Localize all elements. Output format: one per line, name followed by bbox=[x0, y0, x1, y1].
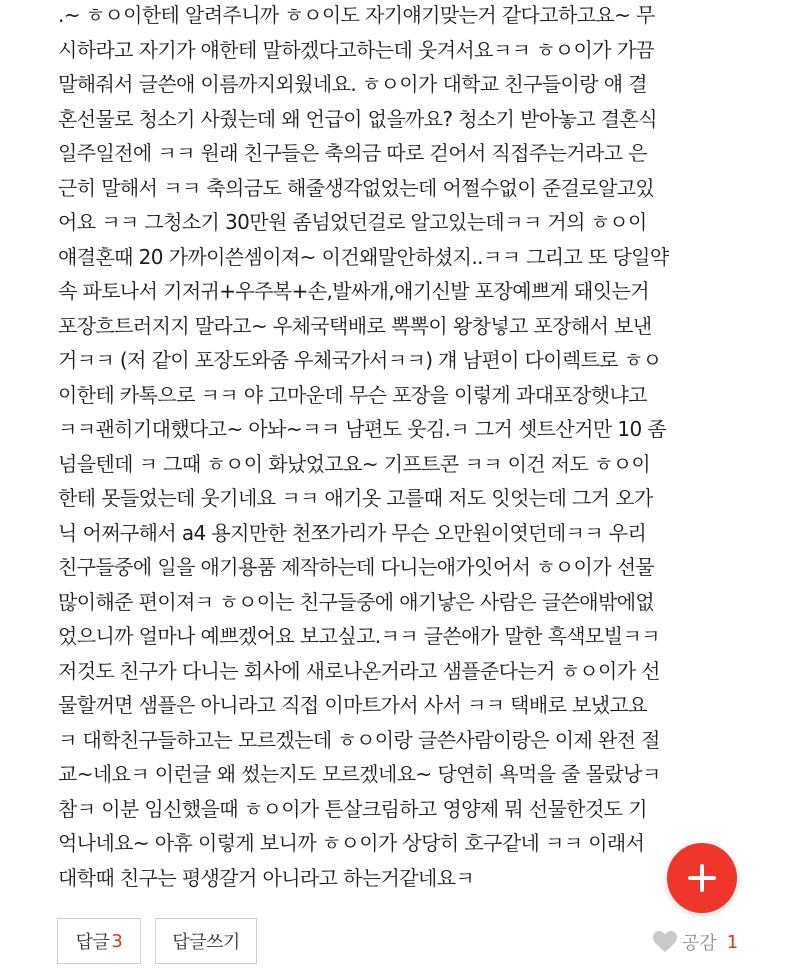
post-text-line: ㅋㅋ괜히기대했다고~ 아놔~ㅋㅋ 남편도 웃김.ㅋ 그거 셋트산거만 10 좀 bbox=[58, 417, 667, 441]
post-text-line: 시하라고 자기가 얘한테 말하겠다고하는데 웃겨서요ㅋㅋ ㅎㅇ이가 가끔 bbox=[58, 37, 655, 62]
post-text-line: 한테 못들었는데 웃기네요 ㅋㅋ 애기옷 고를때 저도 잇엇는데 그거 오가 bbox=[58, 486, 653, 510]
post-text-line: 물할꺼면 샘플은 아니라고 직접 이마트가서 사서 ㅋㅋ 택배로 보냈고요 bbox=[58, 693, 647, 717]
like-count: 1 bbox=[726, 931, 739, 953]
post-text-line: 대학때 친구는 평생갈거 아니라고 하는거같네요ㅋ bbox=[58, 865, 475, 890]
write-reply-label: 답글쓰기 bbox=[172, 932, 240, 953]
post-text-line: 넘을텐데 ㅋ 그때 ㅎㅇ이 화났었고요~ 기프트콘 ㅋㅋ 이건 저도 ㅎㅇ이 bbox=[58, 451, 651, 476]
write-reply-button[interactable] bbox=[155, 918, 257, 964]
post-text-line: 말해줘서 글쓴애 이름까지외웠네요. ㅎㅇ이가 대학교 친구들이랑 얘 결 bbox=[58, 72, 647, 96]
post-text-line: 거ㅋㅋ (저 같이 포장도와줌 우체국가서ㅋㅋ) 걔 남편이 다이렉트로 ㅎㅇ bbox=[58, 348, 662, 372]
post-body bbox=[58, 0, 768, 895]
post-text-line: ㅋ 대학친구들하고는 모르겠는데 ㅎㅇ이랑 글쓴사람이랑은 이제 완전 절 bbox=[58, 727, 660, 752]
post-text-line: 닉 어쩌구해서 a4 용지만한 천쪼가리가 무슨 오만원이엿던데ㅋㅋ 우리 bbox=[58, 520, 647, 545]
post-text-line: 저것도 친구가 다니는 회사에 새로나온거라고 샘플준다는거 ㅎㅇ이가 선 bbox=[58, 658, 660, 683]
replies-count: 3 bbox=[111, 930, 123, 952]
post-text-line: 어요 ㅋㅋ 그청소기 30만원 좀넘었던걸로 알고있는데ㅋㅋ 거의 ㅎㅇ이 bbox=[58, 210, 647, 234]
post-footer bbox=[0, 910, 800, 977]
write-fab-button[interactable] bbox=[667, 843, 737, 913]
replies-button[interactable] bbox=[57, 918, 141, 964]
post-text-line: 근히 말해서 ㅋㅋ 축의금도 해줄생각없었는데 어쩔수없이 준걸로알고있 bbox=[58, 175, 655, 200]
post-text-line: 속 파토나서 기저귀+우주복+손,발싸개,애기신발 포장예쁘게 돼잇는거 bbox=[58, 279, 650, 303]
plus-icon bbox=[685, 861, 719, 895]
heart-icon bbox=[652, 930, 678, 954]
post-text-line: 참ㅋ 이분 임신했을때 ㅎㅇ이가 튼살크림하고 영양제 뭐 선물한것도 기 bbox=[58, 796, 647, 821]
post-text-line: .~ ㅎㅇ이한테 알려주니까 ㅎㅇ이도 자기얘기맞는거 같다고하고요~ 무 bbox=[58, 3, 655, 27]
replies-label: 답글 bbox=[75, 932, 110, 953]
post-text-line: 친구들중에 일을 애기용품 제작하는데 다니는애가잇어서 ㅎㅇ이가 선물 bbox=[58, 555, 655, 579]
like-label: 공감 bbox=[682, 933, 717, 954]
post-text-line: 많이해준 편이져ㅋ ㅎㅇ이는 친구들중에 애기낳은 사람은 글쓴애밖에없 bbox=[58, 589, 655, 614]
post-text-line: 포장흐트러지지 말라고~ 우체국택배로 뽁뽁이 왕창넣고 포장해서 보낸 bbox=[58, 313, 652, 338]
post-text-line: 었으니까 얼마나 예쁘겠어요 보고싶고.ㅋㅋ 글쓴애가 말한 흑색모빌ㅋㅋ bbox=[58, 624, 660, 648]
like-button[interactable] bbox=[652, 922, 738, 962]
post-text-line: 이한테 카톡으로 ㅋㅋ 야 고마운데 무슨 포장을 이렇게 과대포장햇냐고 bbox=[58, 382, 647, 407]
post-text-line: 억나네요~ 아휴 이렇게 보니까 ㅎㅇ이가 상당히 호구같네 ㅋㅋ 이래서 bbox=[58, 831, 645, 855]
post-text-line: 혼선물로 청소기 사줬는데 왜 언급이 없을까요? 청소기 받아놓고 결혼식 bbox=[58, 106, 657, 131]
post-text-line: 일주일전에 ㅋㅋ 원래 친구들은 축의금 따로 걷어서 직접주는거라고 은 bbox=[58, 141, 647, 165]
post-text-line: 얘결혼때 20 가까이쓴셈이져~ 이건왜말안하셨지..ㅋㅋ 그리고 또 당일약 bbox=[58, 244, 669, 269]
post-text-line: 교~네요ㅋ 이런글 왜 썼는지도 모르겠네요~ 당연히 욕먹을 줄 몰랐낭ㅋ bbox=[58, 762, 661, 786]
